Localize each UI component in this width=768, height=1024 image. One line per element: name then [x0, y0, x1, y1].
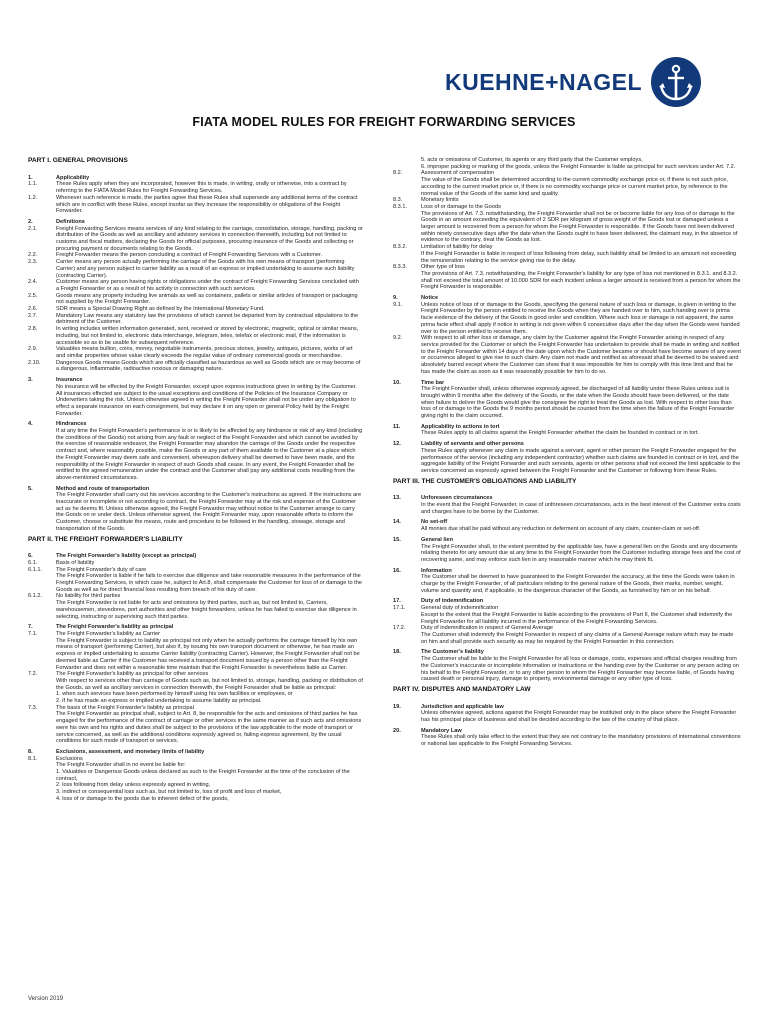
clause-number: 8.: [28, 748, 33, 755]
clause-text: Insurance: [56, 377, 83, 384]
clause-text: Customer means any person having rights or obligations under the contract of Freight Forwarding Services concluded with a Freight Forwarder or as a result of his activity in connection with such services.: [56, 279, 359, 292]
clause-text: Definitions: [56, 218, 85, 225]
clause: [393, 335, 741, 375]
section-heading: [393, 295, 741, 302]
clause: [393, 164, 741, 171]
document-title: FIATA MODEL RULES FOR FREIGHT FORWARDING SERVICES: [192, 115, 576, 129]
clause: [28, 678, 363, 691]
clause-text: The Customer shall indemnify the Freight Forwarder in respect of any claims of a General Average nature which may be made on him and shall provide such security as may be required by the Freight Forwarder in this connection.: [421, 632, 734, 645]
clause: [393, 656, 741, 683]
clause: [393, 302, 741, 336]
clause: [28, 226, 363, 253]
clause-number: 17.1.: [393, 605, 406, 612]
clause-number: 6.1.1.: [28, 566, 42, 573]
clause-text: Method and route of transportation: [56, 485, 150, 492]
clause-text: The Freight Forwarder's liability as Carrier: [56, 631, 160, 637]
clause: [393, 271, 741, 291]
clause-number: [393, 612, 421, 625]
clause-number: 18.: [393, 649, 401, 656]
clause-text: 2. loss following from delay unless expressly agreed in writing,: [56, 782, 211, 789]
clause-text: 3. indirect or consequential loss such as, but not limited to, loss of profit and loss of market,: [56, 789, 282, 796]
clause-number: 1.: [28, 174, 33, 181]
clause-text: If the Freight Forwarder is liable in respect of loss following from delay, such liability shall be limited to an amount not exceeding the remuneration relating to the service giving rise to the delay.: [421, 250, 737, 264]
clause-number: 2.10.: [28, 359, 41, 366]
clause-number: 8.3.1.: [393, 203, 407, 210]
section-heading: [393, 568, 741, 575]
clause-text: Information: [421, 567, 452, 574]
clause-number: [28, 796, 56, 803]
clause-number: 2.8.: [28, 326, 38, 333]
clause-number: [393, 710, 421, 723]
clause-text: Jurisdiction and applicable law: [421, 703, 504, 710]
section-heading: [28, 377, 363, 384]
anchor-icon: [650, 56, 702, 108]
clause-number: 8.3.3.: [393, 264, 407, 271]
clause-text: Applicability: [56, 174, 90, 181]
clause: [28, 360, 363, 373]
clause-number: [393, 448, 421, 475]
clause: [28, 279, 363, 292]
clause: [28, 691, 363, 698]
clause-text: The Customer shall be liable to the Freight Forwarder for all loss or damage, costs, expenses and official charges resulting from the Customer's inaccurate or incomplete information or instructions or the handing over by the Customer or any person acting on his behalf to the Freight Forwarder, or to any other person to whom the Freight Forwarder may become liable, of Goods having caused death or personal injury, damage to property, environmental damage or any other type of loss.: [421, 656, 739, 683]
clause: [393, 251, 741, 264]
clause-number: 9.: [393, 295, 398, 302]
clause: [393, 734, 741, 747]
section-heading: [393, 537, 741, 544]
clause: [393, 244, 741, 251]
clause-text: The basis of the Freight Forwarder's liability as principal: [56, 704, 194, 711]
clause-number: [393, 734, 421, 747]
section-heading: [393, 495, 741, 502]
clause-number: [28, 384, 56, 418]
clause-number: [28, 762, 56, 769]
section-heading: [393, 441, 741, 448]
clause-number: [28, 691, 56, 698]
clause-text: Carrier means any person actually performing the carriage of the Goods with his own means of transport (performing Carrier) and any person subject to carrier liability as a result of an express or implied undertaking to assume such liability (contracting Carrier).: [56, 259, 355, 279]
clause-text: Unless otherwise agreed, actions against the Freight Forwarder may be instituted only in the place where the Freight Forwarder has his principal place of business and shall be decided according to the law of the country of that place.: [421, 710, 737, 724]
clause-text: 2. if he has made an express or implied undertaking to assume liability as principal.: [56, 698, 262, 705]
clause: [393, 605, 741, 612]
clause: [393, 502, 741, 515]
clause-number: 2.7.: [28, 312, 38, 319]
clause-number: [28, 492, 56, 532]
clause-number: 19.: [393, 703, 401, 710]
clause-number: [393, 656, 421, 683]
clause-number: 14.: [393, 519, 401, 526]
clause-text: 1. Valuables or Dangerous Goods unless declared as such to the Freight Forwarder at the time of the conclusion of the contract,: [56, 769, 350, 782]
clause: [28, 306, 363, 313]
clause-number: 2.: [28, 218, 33, 225]
right-column: [393, 157, 741, 748]
clause: [393, 157, 741, 164]
clause-number: [393, 574, 421, 594]
clause-text: Assessment of compensation: [421, 170, 495, 177]
clause-text: Time bar: [421, 379, 445, 386]
section-heading: [393, 424, 741, 431]
clause-text: 5. acts or omissions of Customer, its agents or any third party that the Customer employs,: [421, 157, 643, 163]
section-heading: [28, 219, 363, 226]
clause-text: The Freight Forwarder's liability as principal for other services: [56, 671, 209, 678]
clause-text: 6. improper packing or marking of the goods, unless the Freight Forwarder is liable as principal for such services under Art. 7.2.: [421, 163, 736, 170]
clause-text: The Freight Forwarder's liability as principal: [56, 624, 174, 631]
clause-text: Unless notice of loss of or damage to the Goods, specifying the general nature of such loss or damage, is given in writing to the Freight Forwarder by the person entitled to receive the Goods when they are handed over to him, such handing over is prima facie evidence of the delivery of the Goods in good order and condition. Where such loss or damage is not apparent, the same prima facie effect shall apply if notice in writing is not given within 6 consecutive days after the day when the Goods were handed over to the person entitled to receive them.: [421, 301, 740, 335]
clause-text: Dangerous Goods means Goods which are officially classified as hazardous as well as Goods which are or may become of a dangerous, inflammable, radioactive noxious or damaging nature.: [56, 359, 361, 373]
clause-number: [28, 428, 56, 482]
clause-number: 12.: [393, 441, 401, 448]
clause: [28, 259, 363, 279]
clause: [393, 204, 741, 211]
part-heading: PART IV. DISPUTES AND MANDATORY LAW: [393, 685, 531, 693]
clause-text: Limitation of liability for delay: [421, 244, 493, 251]
clause-number: [393, 430, 421, 437]
clause-number: [393, 544, 421, 564]
version-footer: Version 2019: [28, 996, 64, 1002]
clause: [28, 705, 363, 712]
clause: [393, 574, 741, 594]
clause: [28, 346, 363, 359]
clause-text: 4. loss of or damage to the goods due to inherent defect of the goods,: [56, 795, 229, 802]
brand-logo: [445, 56, 702, 108]
clause-number: 6.1.2.: [28, 593, 42, 600]
clause-text: These Rules shall only take effect to the extent that they are not contrary to the mandatory provisions of international conventions or national law applicable to the Freight Forwarding Services.: [421, 734, 741, 748]
clause: [28, 638, 363, 672]
clause-text: Goods means any property including live animals as well as containers, pallets or similar articles of transport or packaging not supplied by the Freight Forwarder.: [56, 292, 358, 306]
clause: [28, 252, 363, 259]
clause-number: [393, 211, 421, 245]
clause: [393, 448, 741, 475]
clause: [28, 698, 363, 705]
clause: [28, 293, 363, 306]
clause-number: [393, 526, 421, 533]
brand-name: KUEHNE+NAGEL: [445, 68, 643, 95]
clause-text: The Freight Forwarder shall carry out his services according to the Customer's instructions as agreed. If the instructions are inaccurate or incomplete or not according to contract, the Freight Forwarder may at the risk and expense of the Customer act as he deems fit. Unless otherwise agreed, the Freight Forwarder may without notice to the Customer arrange to carry the Goods on or under deck. Unless otherwise agreed, the Freight Forwarder may, upon reasonable efforts to inform the Customer, choose or substitute the means, route and procedure to be followed in the handling, stowage, storage and transportation of the Goods.: [56, 492, 362, 532]
clause: [28, 782, 363, 789]
section-heading: [28, 553, 363, 560]
clause-number: 2.2.: [28, 252, 38, 259]
clause: [393, 526, 741, 533]
clause: [28, 671, 363, 678]
clause: [28, 384, 363, 418]
clause-number: 5.: [28, 485, 33, 492]
clause-text: All monies due shall be paid without any reduction or deferment on account of any claim, counter-claim or set-off.: [421, 526, 701, 533]
clause: [28, 567, 363, 574]
clause-text: The Freight Forwarder shall, unless otherwise expressly agreed, be discharged of all liability under these Rules unless suit is brought within 9 months after the delivery of the Goods, or the date when the Goods should have been delivered, or the date when failure to deliver the Goods would give the consignee the right to treat the Goods as lost. With respect to other loss than loss of or damage to the Goods the 9 months period should be counted from the time when the failure of the Freight Forwarder giving right to the claim occurred.: [421, 386, 735, 420]
clause-text: Valuables means bullion, coins, money, negotiable instruments, precious stones, jewelry, antiques, pictures, works of art and similar properties whose value clearly exceeds the regular value of ordinary commercial goods or merchandise.: [56, 346, 353, 359]
clause-text: Except to the extent that the Freight Forwarder is liable according to the provisions of Part II, the Customer shall indemnify the Freight Forwarder for all liability incurred in the performance of the Freight Forwarding Services.: [421, 611, 733, 625]
clause-number: [393, 271, 421, 291]
clause: [28, 600, 363, 620]
clause: [28, 181, 363, 194]
part-heading: PART II. THE FREIGHT FORWARDER'S LIABILITY: [28, 535, 183, 543]
clause: [393, 211, 741, 245]
clause-number: [28, 600, 56, 620]
clause-text: Mandatory Law: [421, 727, 462, 734]
clause-text: The provisions of Art. 7.3. notwithstanding, the Freight Forwarder shall not be or become liable for any loss of or damage to the Goods in an amount exceeding the equivalent of 2 SDR per kilogram of gross weight of the Goods lost or damaged unless a larger amount is recovered from a person for whom the Freight Forwarder is responsible. If the Goods have not been delivered within ninety consecutive days after the date when the Goods ought to have been delivered, the claimant may, in the absence of evidence to the contrary, treat the Goods as lost.: [421, 210, 738, 244]
clause-text: General lien: [421, 536, 454, 543]
clause: [393, 170, 741, 177]
section-heading: [28, 486, 363, 493]
clause: [393, 612, 741, 625]
clause-text: General duty of indemnification: [421, 605, 499, 612]
clause-number: 1.1.: [28, 181, 38, 188]
clause-text: Duty of indemnification in respect of General Average: [421, 625, 554, 632]
clause: [393, 544, 741, 564]
clause: [28, 756, 363, 763]
clause-number: [393, 177, 421, 197]
clause: [393, 264, 741, 271]
clause-number: 9.1.: [393, 301, 403, 308]
clause-text: SDR means a Special Drawing Right as defined by the International Monetary Fund.: [56, 306, 265, 313]
clause-text: Exclusions, assessment, and monetary limits of liability: [56, 748, 205, 755]
clause: [393, 710, 741, 723]
clause: [28, 769, 363, 782]
clause-text: No liability for third parties: [56, 593, 121, 600]
clause-text: The Freight Forwarder's duty of care: [56, 566, 147, 573]
clause-text: In writing includes written information generated, sent, received or stored by electronic, magnetic, optical or similar means, including, but not limited to, electronic data interchange, telegram, telex, telefax or electronic mail, if the information is accessible so as to be usable for subsequent reference.: [56, 326, 359, 346]
clause-number: 2.3.: [28, 259, 38, 266]
clause-text: Applicability to actions in tort: [421, 423, 500, 430]
clause-text: Basis of liability: [56, 559, 95, 566]
clause-text: With respect to services other than carriage of Goods such as, but not limited to, storage, handling, packing or distribution of the Goods, as well as ancillary services in connection therewith, the Freight Forwarder shall be liable as principal:: [56, 677, 363, 691]
section-heading: [28, 749, 363, 756]
clause-number: 2.9.: [28, 346, 38, 353]
clause-number: 2.4.: [28, 279, 38, 286]
clause-text: In the event that the Freight Forwarder, in case of unforeseen circumstances, acts in the best interest of the Customer extra costs and charges have to be borne by the Customer.: [421, 502, 741, 515]
section-heading: [28, 421, 363, 428]
clause-number: [393, 164, 421, 171]
clause-number: 7.: [28, 624, 33, 631]
clause-number: 8.1.: [28, 755, 38, 762]
clause-number: 17.2.: [393, 625, 406, 632]
clause: [28, 560, 363, 567]
clause-number: 2.5.: [28, 292, 38, 299]
clause: [28, 313, 363, 326]
clause-text: Freight Forwarder means the person concluding a contract of Freight Forwarding Services with a Customer.: [56, 252, 323, 259]
clause-text: Loss of or damage to the Goods: [421, 203, 501, 210]
clause-number: 11.: [393, 423, 401, 430]
clause-text: The Customer shall be deemed to have guaranteed to the Freight Forwarder the accuracy, at the time the Goods were taken in charge by the Freight Forwarder, of all particulars relating to the general nature of the Goods, their marks, number, weight, volume and quantity and, if applicable, to the dangerous character of the Goods, as furnished by him or on his behalf.: [421, 574, 735, 594]
clause: [28, 195, 363, 215]
clause-number: 13.: [393, 495, 401, 502]
clause-text: Other type of loss: [421, 264, 465, 271]
clause-number: 1.2.: [28, 194, 38, 201]
clause-text: These Rules apply to all claims against the Freight Forwarder whether the claim be founded in contract or in tort.: [421, 430, 699, 437]
part-heading: PART III. THE CUSTOMER'S OBLIGATIONS AND LIABILITY: [393, 477, 577, 485]
clause-number: [28, 678, 56, 691]
clause: [393, 430, 741, 437]
clause-text: Duty of indemnification: [421, 598, 484, 605]
clause-number: 6.: [28, 553, 33, 560]
clause-number: 9.2.: [393, 335, 403, 342]
clause-text: No insurance will be effected by the Freight Forwarder, except upon express instructions given in writing by the Customer. All insurances effected are subject to the usual exceptions and conditions of the Policies of the Insurance Company or Underwriters taking the risk. Unless otherwise agreed in writing the Freight Forwarder shall not be under any obligation to effect a separate insurance on each consignment, but may declare it on any open or general Policy held by the Freight Forwarder.: [56, 383, 357, 417]
clause-text: The provisions of Art. 7.3. notwithstanding, the Freight Forwarder's liability for any type of loss not mentioned in 8.3.1. and 8.3.2. shall not exceed the total amount of 10.000 SDR for each incident unless a larger amount is received from a person for whom the Freight Forwarder is responsible.: [421, 270, 741, 291]
clause-text: The Freight Forwarder is subject to liability as principal not only when he actually performs the carriage himself by his own means of transport (performing Carrier), but also if, by issuing his own transport document or otherwise, he has made an express or implied undertaking to assume Carrier liability (contracting Carrier). However, the Freight Forwarder shall not be deemed liable as Carrier if the Customer has received a transport document issued by a person other than the Freight Forwarder and does not within a reasonable time maintain that the Freight Forwarder is nevertheless liable as Carrier.: [56, 637, 360, 671]
clause-text: No set-off: [421, 519, 448, 526]
clause-text: The Customer's liability: [421, 649, 484, 656]
clause: [28, 593, 363, 600]
clause: [393, 625, 741, 632]
clause-text: Liability of servants and other persons: [421, 441, 524, 448]
clause: [28, 492, 363, 532]
clause-text: These Rules apply when they are incorporated, however this is made, in writing, orally or otherwise, into a contract by referring to the FIATA Model Rules for Freight Forwarding Services.: [56, 181, 347, 195]
clause-number: 3.: [28, 377, 33, 384]
clause: [28, 631, 363, 638]
clause-number: 20.: [393, 727, 401, 734]
clause-text: With respect to all other loss or damage, any claim by the Customer against the Freight Forwarder arising in respect of any service provided for the Customer or which the Freight Forwarder has undertaken to provide shall be made in writing and notified to the Freight Forwarder within 14 days of the date upon which the Customer became or should have become aware of any event or occurrence alleged to give rise to such claim. Any claim not made and notified as aforesaid shall be deemed to be waived and absolutely barred except where the Customer can show that it was impossible for him to comply with this time limit and that he has made the claim as soon as it was reasonably possible for him to do so.: [421, 335, 741, 375]
clause: [28, 796, 363, 803]
clause-number: 17.: [393, 598, 401, 605]
left-column: [28, 154, 363, 803]
clause-number: 2.6.: [28, 306, 38, 313]
clause-text: Unforeseen circumstances: [421, 495, 493, 502]
section-heading: [393, 704, 741, 711]
clause-text: Mandatory Law means any statutory law the provisions of which cannot be departed from by contractual stipulations to the detriment of the Customer.: [56, 312, 359, 326]
clause-number: [393, 157, 421, 164]
clause-number: 6.1.: [28, 559, 38, 566]
clause-number: [28, 711, 56, 745]
clause-number: [28, 789, 56, 796]
clause-number: [393, 386, 421, 420]
clause-number: 7.1.: [28, 631, 38, 637]
clause-number: [28, 573, 56, 593]
clause: [393, 632, 741, 645]
clause: [28, 711, 363, 745]
section-heading: [393, 598, 741, 605]
clause-number: [393, 632, 421, 645]
clause-text: The Freight Forwarder as principal shall, subject to Art. 8, be responsible for the acts and omissions of third parties he has engaged for the performance of the contract of carriage or other services in the same manner as if such acts and omissions were his own and his rights and duties shall be subject to the provisions of the law applicable to the mode of transport or service concerned, as well as the additional conditions expressly agreed or, failing express agreement, by the usual conditions for such mode of transport or services.: [56, 711, 362, 745]
clause-number: 2.1.: [28, 225, 38, 232]
clause-text: The Freight Forwarder shall, to the extent permitted by the applicable law, have a general lien on the Goods and any documents relating thereto for any amount due at any time to the Freight Forwarder from the Customer including storage fees and the cost of recovering same, and may enforce such lien in any reasonable manner which he may think fit.: [421, 543, 741, 563]
clause-text: Monetary limits: [421, 197, 459, 204]
clause-text: The Freight Forwarder is liable if he fails to exercise due diligence and take reasonable measures in the performance of the Freight Forwarding Services, in which case he, subject to Art.8, shall compensate the Customer for loss of or damage to the Goods as well as for direct financial loss resulting from breach of his duty of care.: [56, 573, 362, 593]
section-heading: [28, 624, 363, 631]
clause-number: [28, 638, 56, 672]
clause-number: 16.: [393, 567, 401, 574]
clause-text: Notice: [421, 295, 439, 302]
clause-number: 8.3.: [393, 197, 403, 204]
section-heading: [393, 380, 741, 387]
clause-number: 15.: [393, 536, 401, 543]
clause-text: Hindrances: [56, 421, 87, 428]
clause-number: 4.: [28, 421, 33, 428]
section-heading: [28, 175, 363, 182]
clause: [393, 177, 741, 197]
clause: [28, 326, 363, 346]
clause: [28, 573, 363, 593]
section-heading: [393, 649, 741, 656]
clause-text: If at any time the Freight Forwarder's performance is or is likely to be affected by any hindrance or risk of any kind (including the conditions of the Goods) not arising from any fault or neglect of the Freight Forwarder and which cannot be avoided by the exercise of reasonable endeavor, the Freight Forwarder may abandon the carriage of the Goods under the respective contract and, where reasonably possible, make the Goods or any part of them available to the Customer at a place which the Freight Forwarder may deem safe and convenient, whereupon delivery shall be deemed to have been made, and the responsibility of the Freight Forwarder in respect of such Goods shall cease. In any event, the Freight Forwarder shall be entitled to the agreed remuneration under the contract and the Customer shall pay any additional costs resulting from the above-mentioned circumstances.: [56, 428, 363, 481]
clause-number: 8.3.2.: [393, 244, 407, 251]
clause: [393, 386, 741, 420]
clause: [393, 197, 741, 204]
clause-text: The value of the Goods shall be determined according to the current commodity exchange price or, if there is not such price, according to the current market price or, if there is no commodity exchange price or current market price, by reference to the normal value of the Goods of the same kind and quality.: [421, 177, 728, 197]
clause: [28, 428, 363, 482]
clause: [28, 789, 363, 796]
clause-number: 10.: [393, 379, 401, 386]
clause-number: [28, 782, 56, 789]
section-heading: [393, 519, 741, 526]
clause-text: These Rules apply whenever any claim is made against a servant, agent or other person the Freight Forwarder engaged for the performance of the service (including any independent contractor) whether such claims are founded in contract or in tort, and the aggregate liability of the Freight Forwarder and such servants, agents or other persons shall not exceed the limit applicable to the service concerned as expressly agreed between the Freight Forwarder and the Customer or following from these Rules.: [421, 447, 741, 474]
clause-number: [393, 251, 421, 264]
clause: [28, 762, 363, 769]
clause-number: 7.2.: [28, 671, 38, 678]
clause-text: The Freight Forwarder shall in no event be liable for:: [56, 762, 186, 769]
part-heading: PART I. GENERAL PROVISIONS: [28, 157, 128, 164]
clause-text: 1. when such services have been performed by himself using his own facilities or employees, or: [56, 691, 293, 698]
clause-text: Exclusions: [56, 755, 83, 762]
clause-number: 7.3.: [28, 704, 38, 711]
clause-text: Freight Forwarding Services means services of any kind relating to the carriage, consolidation, storage, handling, packing or distribution of the Goods as well as ancillary and advisory services in connection therewith, including but not limited to customs and fiscal matters, declaring the Goods for official purposes, procuring insurance of the Goods and collecting or procuring payment or documents relating to the Goods.: [56, 225, 363, 252]
clause-number: 8.2.: [393, 170, 403, 177]
section-heading: [393, 728, 741, 735]
clause-number: [28, 769, 56, 782]
clause-text: Whenever such reference is made, the parties agree that these Rules shall supersede any additional terms of the contract which are in conflict with these Rules, except insofar as they increase the responsibility or obligations of the Freight Forwarder.: [56, 194, 358, 215]
clause-text: The Freight Forwarder's liability (except as principal): [56, 553, 197, 560]
clause-text: The Freight Forwarder is not liable for acts and omissions by third parties, such as, but not limited to, Carriers, warehousemen, stevedores, port authorities and other freight forwarders, unless he has failed to exercise due diligence in selecting, instructing or supervising such third parties.: [56, 600, 357, 620]
clause-number: [28, 698, 56, 705]
clause-number: [393, 502, 421, 515]
